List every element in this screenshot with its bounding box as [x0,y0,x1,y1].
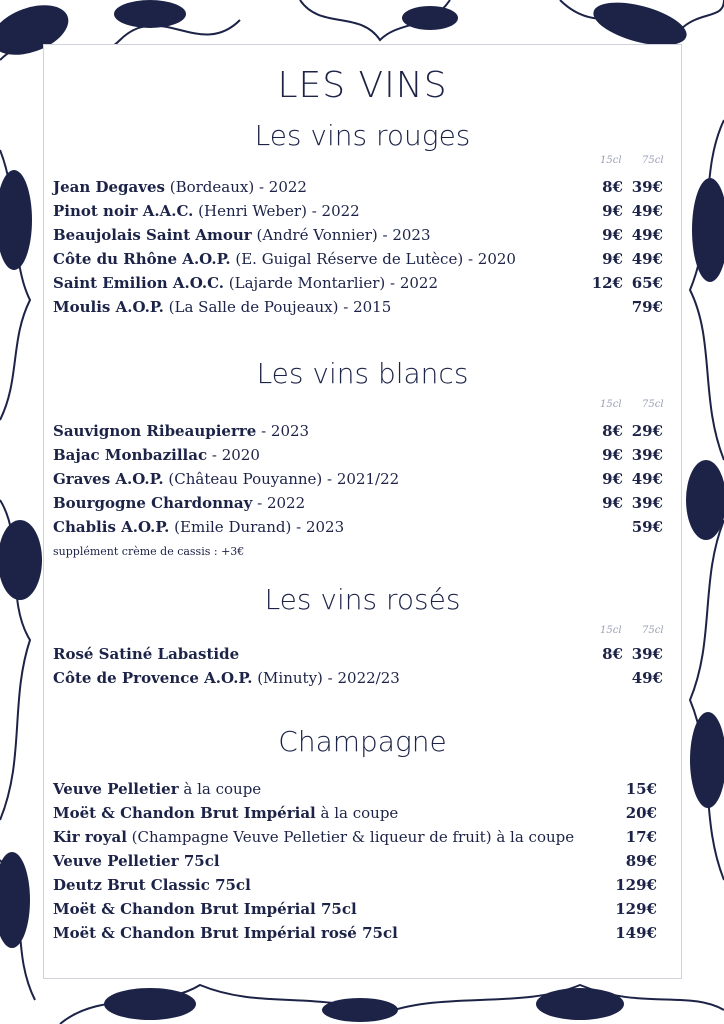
section-title-blancs: Les vins blancs [256,357,469,390]
menu-item [53,274,663,298]
price: 149€ [615,924,657,942]
item-name: Bajac Monbazillac [53,446,208,464]
menu-item [53,876,663,900]
item-detail: (Lajarde Montarlier) - 2022 [224,274,439,292]
price: 20€ [625,804,657,822]
price-15cl: 9€ [602,494,623,512]
item-detail: à la coupe [315,804,399,822]
price-15cl: 9€ [602,226,623,244]
item-name: Côte de Provence A.O.P. [53,669,253,687]
price-75cl: 39€ [631,446,663,464]
menu-item [53,298,663,322]
item-detail: - 2020 [207,446,260,464]
menu-item [53,900,663,924]
menu-card [43,44,682,979]
col-75cl-rouges: 75cl [642,155,664,166]
menu-item [53,669,663,693]
price-15cl: 9€ [602,202,623,220]
item-name: Deutz Brut Classic 75cl [53,876,251,894]
item-name: Côte du Rhône A.O.P. [53,250,231,268]
item-name: Rosé Satiné Labastide [53,645,240,663]
menu-item [53,250,663,274]
item-name: Moët & Chandon Brut Impérial rosé 75cl [53,924,398,942]
menu-item [53,924,663,948]
item-detail: (La Salle de Poujeaux) - 2015 [163,298,392,316]
section-title-roses: Les vins rosés [264,583,461,616]
menu-item [53,518,663,542]
item-name: Kir royal [53,828,127,846]
price: 129€ [615,876,657,894]
item-detail: (E. Guigal Réserve de Lutèce) - 2020 [230,250,516,268]
price-75cl: 39€ [631,178,663,196]
item-name: Veuve Pelletier [53,780,179,798]
item-detail: (Henri Weber) - 2022 [193,202,360,220]
menu-item [53,645,663,669]
price-75cl: 49€ [631,470,663,488]
menu-item [53,178,663,202]
menu-item [53,470,663,494]
price-75cl: 65€ [631,274,663,292]
price-15cl: 9€ [602,470,623,488]
col-75cl-roses: 75cl [642,625,664,636]
section-title-champagne: Champagne [278,725,447,758]
item-detail: (André Vonnier) - 2023 [251,226,431,244]
col-15cl-roses: 15cl [600,625,622,636]
price-75cl: 49€ [631,250,663,268]
price-15cl: 8€ [602,178,623,196]
menu-item [53,780,663,804]
col-15cl-rouges: 15cl [600,155,622,166]
item-name: Bourgogne Chardonnay [53,494,253,512]
item-detail: - 2022 [252,494,306,512]
col-75cl-blancs: 75cl [642,399,664,410]
price: 89€ [625,852,657,870]
price-15cl: 9€ [602,250,623,268]
item-name: Moët & Chandon Brut Impérial 75cl [53,900,357,918]
item-name: Beaujolais Saint Amour [53,226,252,244]
page-title: LES VINS [277,65,448,106]
price-75cl: 79€ [631,298,663,316]
menu-item [53,202,663,226]
col-15cl-blancs: 15cl [600,399,622,410]
price-75cl: 49€ [631,226,663,244]
price-15cl: 12€ [591,274,623,292]
menu-item [53,446,663,470]
price: 15€ [625,780,657,798]
item-detail: (Bordeaux) - 2022 [164,178,307,196]
item-detail: (Champagne Veuve Pelletier & liqueur de fruit) à la coupe [126,828,575,846]
item-detail: à la coupe [178,780,262,798]
price-75cl: 49€ [631,202,663,220]
cassis-note: supplément crème de cassis : +3€ [53,545,245,558]
item-name: Sauvignon Ribeaupierre [53,422,257,440]
price-15cl: 8€ [602,422,623,440]
menu-item [53,852,663,876]
item-name: Chablis A.O.P. [53,518,170,536]
menu-item [53,494,663,518]
price: 17€ [625,828,657,846]
item-detail: - 2023 [256,422,310,440]
item-name: Veuve Pelletier 75cl [53,852,220,870]
item-name: Jean Degaves [53,178,165,196]
item-name: Pinot noir A.A.C. [53,202,194,220]
price-15cl: 8€ [602,645,623,663]
price-75cl: 39€ [631,645,663,663]
menu-item [53,226,663,250]
menu-item [53,828,663,852]
section-title-rouges: Les vins rouges [254,119,471,152]
item-detail: (Emile Durand) - 2023 [169,518,345,536]
price-75cl: 39€ [631,494,663,512]
price: 129€ [615,900,657,918]
item-name: Moët & Chandon Brut Impérial [53,804,316,822]
price-15cl: 9€ [602,446,623,464]
price-75cl: 49€ [631,669,663,687]
price-75cl: 29€ [631,422,663,440]
item-detail: (Minuty) - 2022/23 [252,669,400,687]
item-detail: (Château Pouyanne) - 2021/22 [163,470,400,488]
item-name: Saint Emilion A.O.C. [53,274,225,292]
menu-item [53,804,663,828]
price-75cl: 59€ [631,518,663,536]
item-name: Moulis A.O.P. [53,298,164,316]
menu-item [53,422,663,446]
item-name: Graves A.O.P. [53,470,164,488]
